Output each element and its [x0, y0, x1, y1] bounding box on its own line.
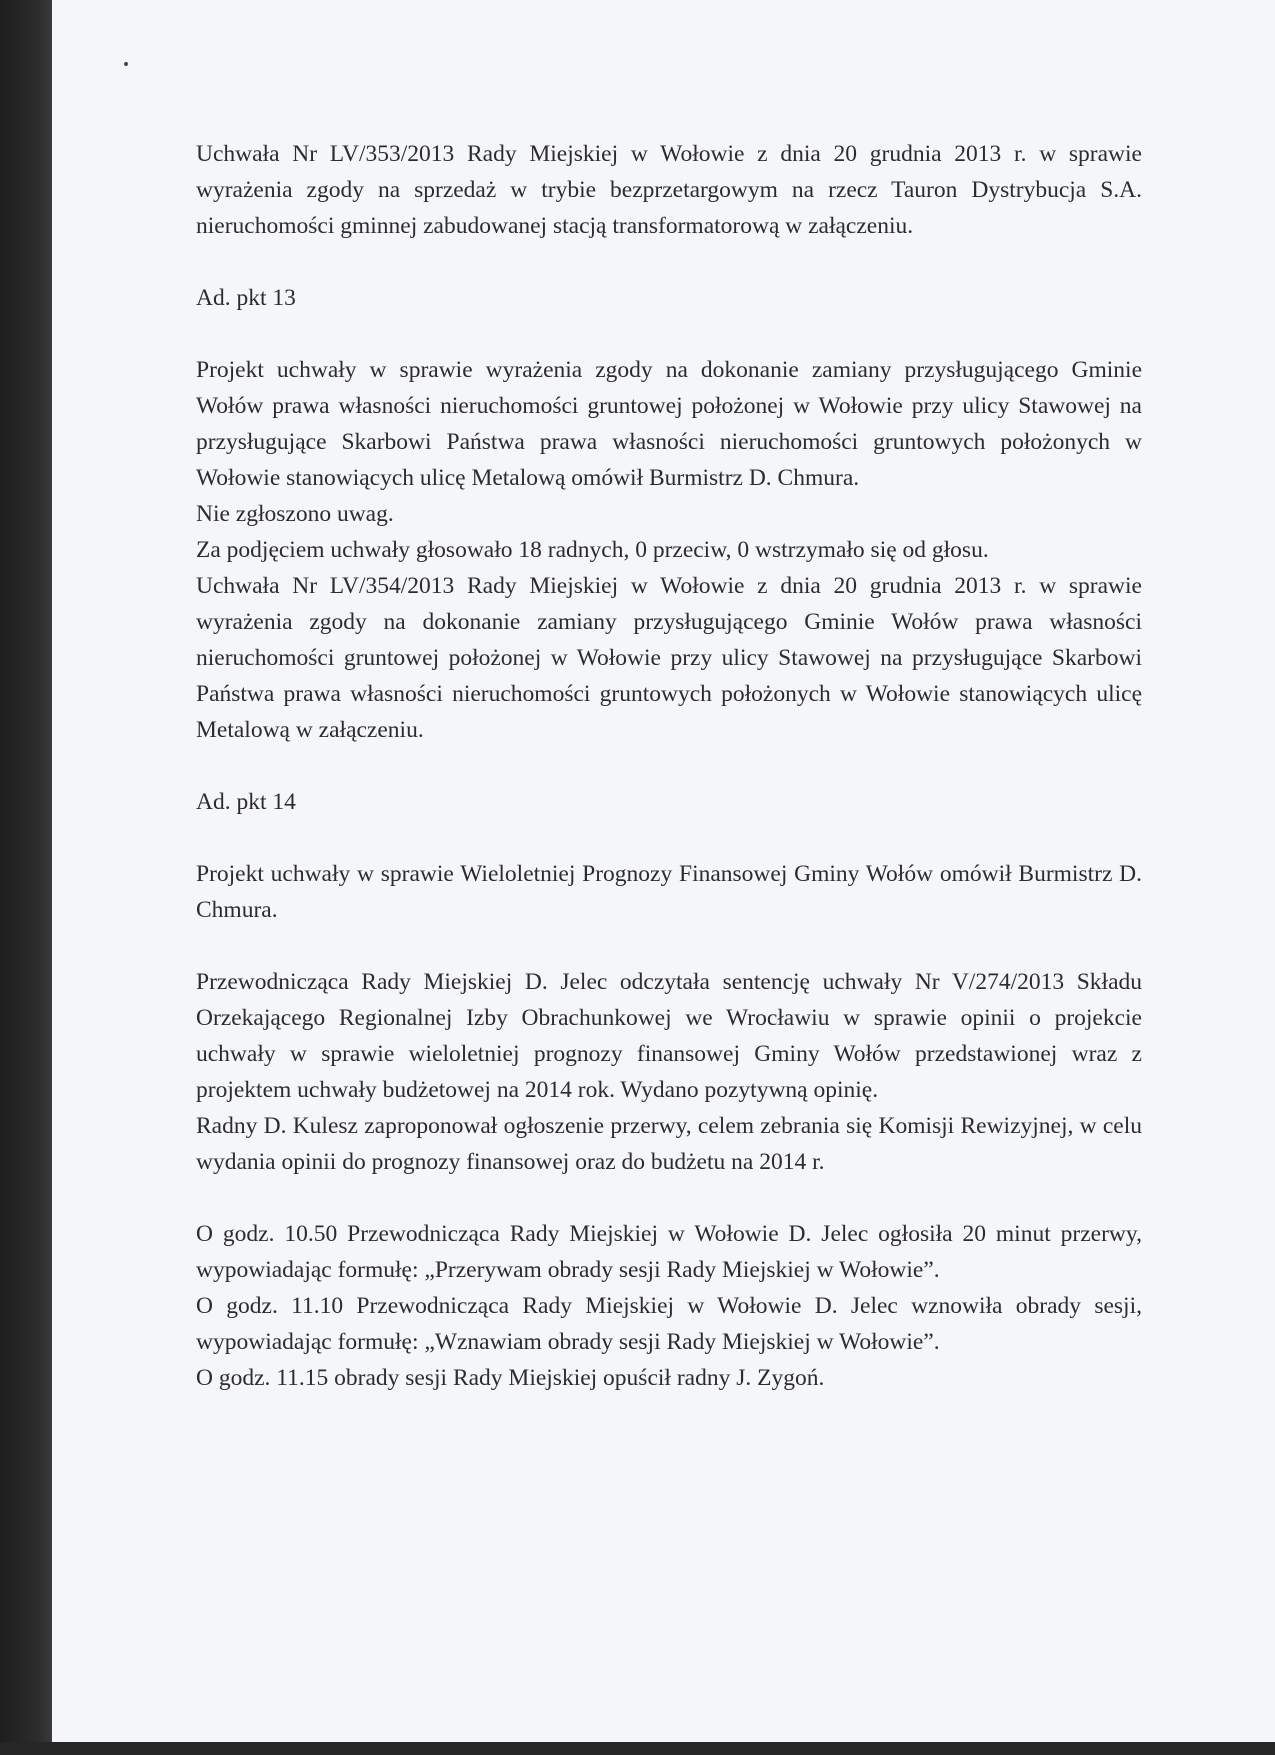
scan-edge-left — [0, 0, 52, 1755]
document-body — [196, 136, 1142, 1396]
heading-point-14: Ad. pkt 14 — [196, 789, 296, 815]
document-page — [52, 0, 1275, 1742]
paragraph-resolution-354: Uchwała Nr LV/354/2013 Rady Miejskiej w Wołowie z dnia 20 grudnia 2013 r. w sprawie wyrażenia zgody na dokonanie zamiany przysługującego Gminie Wołów prawa własności nieruchomości gruntowej położonej w Wołowie przy ulicy Stawowej na przysługujące Skarbowi Państwa prawa własności nieruchomości gruntowych położonych w Wołowie stanowiących ulicę Metalową w załączeniu. — [196, 573, 1142, 743]
heading-point-13: Ad. pkt 13 — [196, 285, 296, 311]
paragraph-break-proposal: Radny D. Kulesz zaproponował ogłoszenie przerwy, celem zebrania się Komisji Rewizyjnej, w celu wydania opinii do prognozy finansowej oraz do budżetu na 2014 r. — [196, 1113, 1142, 1175]
paragraph-break-announced: O godz. 10.50 Przewodnicząca Rady Miejskiej w Wołowie D. Jelec ogłosiła 20 minut przerwy, wypowiadając formułę: „Przerywam obrady sesji Rady Miejskiej w Wołowie”. — [196, 1221, 1142, 1283]
paragraph-project-forecast: Projekt uchwały w sprawie Wieloletniej Prognozy Finansowej Gminy Wołów omówił Burmistrz D. Chmura. — [196, 861, 1142, 923]
paragraph-vote-result: Za podjęciem uchwały głosowało 18 radnych, 0 przeciw, 0 wstrzymało się od głosu. — [196, 537, 989, 563]
paragraph-rio-opinion: Przewodnicząca Rady Miejskiej D. Jelec odczytała sentencję uchwały Nr V/274/2013 Składu Orzekającego Regionalnej Izby Obrachunkowej we Wrocławiu w sprawie opinii o projekcie uchwały w sprawie wieloletniej prognozy finansowej Gminy Wołów przedstawionej wraz z projektem uchwały budżetowej na 2014 rok. Wydano pozytywną opinię. — [196, 969, 1142, 1103]
paragraph-no-remarks: Nie zgłoszono uwag. — [196, 501, 394, 527]
paragraph-councillor-left: O godz. 11.15 obrady sesji Rady Miejskiej opuścił radny J. Zygoń. — [196, 1365, 825, 1391]
scan-edge-bottom — [0, 1742, 1275, 1755]
paragraph-project-exchange: Projekt uchwały w sprawie wyrażenia zgody na dokonanie zamiany przysługującego Gminie Wołów prawa własności nieruchomości gruntowej położonej w Wołowie przy ulicy Stawowej na przysługujące Skarbowi Państwa prawa własności nieruchomości gruntowych położonych w Wołowie stanowiących ulicę Metalową omówił Burmistrz D. Chmura. — [196, 357, 1142, 491]
scan-speck — [124, 62, 128, 66]
paragraph-resolution-353: Uchwała Nr LV/353/2013 Rady Miejskiej w Wołowie z dnia 20 grudnia 2013 r. w sprawie wyrażenia zgody na sprzedaż w trybie bezprzetargowym na rzecz Tauron Dystrybucja S.A. nieruchomości gminnej zabudowanej stacją transformatorową w załączeniu. — [196, 141, 1142, 239]
paragraph-session-resumed: O godz. 11.10 Przewodnicząca Rady Miejskiej w Wołowie D. Jelec wznowiła obrady sesji, wypowiadając formułę: „Wznawiam obrady sesji Rady Miejskiej w Wołowie”. — [196, 1293, 1142, 1355]
